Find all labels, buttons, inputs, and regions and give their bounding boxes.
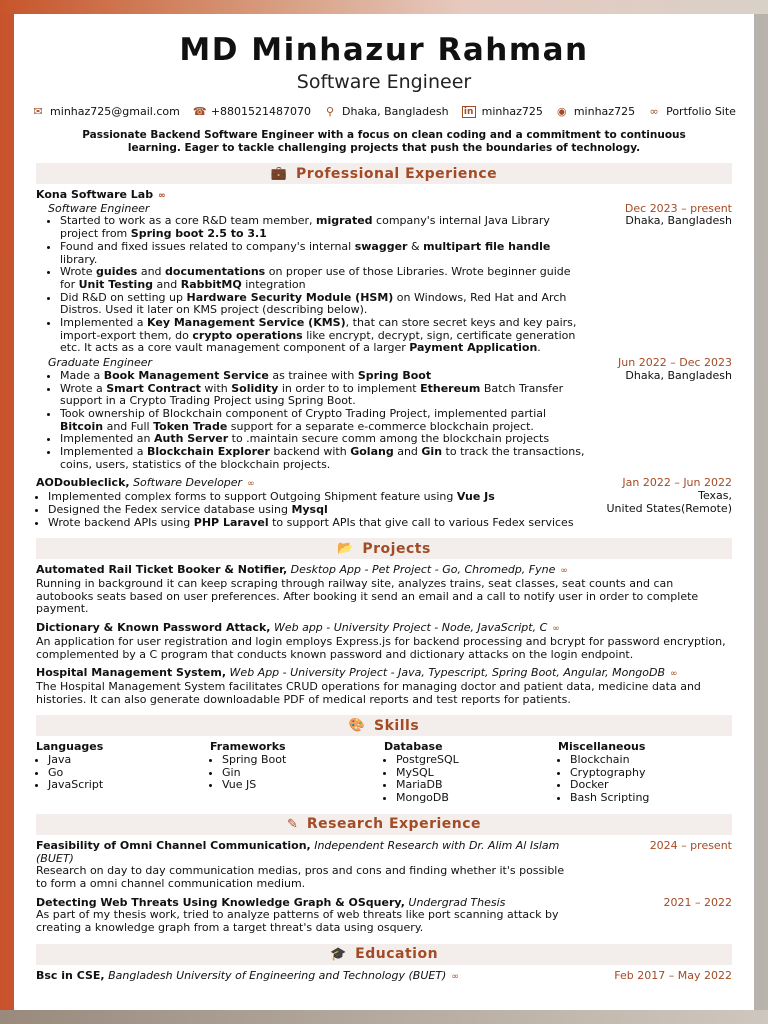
job-role-row xyxy=(48,203,732,355)
research-meta: Undergrad Thesis xyxy=(408,895,506,909)
job-meta xyxy=(606,477,732,529)
research-meta: Independent Research with Dr. Alim Al Islam (BUET) xyxy=(36,838,560,865)
skill-heading: Database xyxy=(384,740,443,754)
job-bullets xyxy=(48,215,588,355)
bullet-item: • Found and fixed issues related to company's internal swagger & multipart file handle library. xyxy=(60,241,588,266)
section-experience xyxy=(36,163,732,184)
summary: Passionate Backend Software Engineer with a focus on clean coding and a commitment to continuous learning. Eager to tackle challenging projects that push the boundaries of technology. xyxy=(82,129,686,154)
job-bullets xyxy=(36,491,576,529)
skill-list xyxy=(36,754,210,792)
project-name: Hospital Management System, xyxy=(36,666,227,680)
project-name: Dictionary & Known Password Attack, xyxy=(36,621,271,635)
research-name: Feasibility of Omni Channel Communication, xyxy=(36,838,311,852)
project-title-line xyxy=(36,667,732,681)
research-list xyxy=(36,840,732,935)
job-location: Texas, xyxy=(698,489,732,503)
skill-column xyxy=(210,741,384,805)
skill-list xyxy=(384,754,558,805)
research-date: 2024 – present xyxy=(649,838,732,852)
section-title: Professional Experience xyxy=(296,165,498,182)
skill-list xyxy=(210,754,384,792)
project-meta: Desktop App - Pet Project - Go, Chromedp, Fyne xyxy=(290,563,556,577)
job-role-body xyxy=(48,203,588,355)
project-item xyxy=(36,667,732,706)
project-desc: Running in background it can keep scraping through railway site, analyzes trains, seat classes, seat counts and can autobooks seats based on user preferences. After booking it send an email and a call to notify user in order to complete payment. xyxy=(36,576,699,616)
company-name: Kona Software Lab ∞ xyxy=(36,188,166,201)
contact-bar xyxy=(33,105,736,118)
contact-text: minhaz725 xyxy=(481,105,543,118)
research-item xyxy=(36,840,732,891)
research-body xyxy=(36,840,576,891)
section-research xyxy=(36,814,732,835)
project-desc: The Hospital Management System facilitates CRUD operations for managing doctor and patient data, medicine data and histories. It can also generate downloadable PDF of medical reports and test reports for patients. xyxy=(36,679,701,706)
skill-item: • PostgreSQL xyxy=(396,754,558,767)
bullet-item: • Took ownership of Blockchain component of Crypto Trading Project, implemented partial Bitcoin and Full Token Trade support for a separate e-commerce blockchain project. xyxy=(60,408,588,433)
contact-item[interactable] xyxy=(462,105,543,118)
job-date: Dec 2023 – present xyxy=(624,201,732,215)
research-title-line xyxy=(36,840,576,865)
section-title: Education xyxy=(355,946,439,963)
graduation-cap-icon: 🎓 xyxy=(329,946,347,962)
job-location: Dhaka, Bangladesh xyxy=(625,368,732,382)
skill-heading: Languages xyxy=(36,740,104,754)
skill-item: • JavaScript xyxy=(48,779,210,792)
skill-column xyxy=(384,741,558,805)
bullet-item: • Designed the Fedex service database using Mysql xyxy=(48,504,576,517)
contact-item[interactable] xyxy=(556,105,635,118)
contact-item[interactable] xyxy=(193,105,311,118)
skill-item: • Bash Scripting xyxy=(570,792,732,805)
bullet-item: • Made a Book Management Service as trainee with Spring Boot xyxy=(60,370,588,383)
education-entry xyxy=(36,970,732,984)
experience-aod xyxy=(36,477,732,529)
section-projects xyxy=(36,538,732,559)
section-title: Projects xyxy=(362,540,431,557)
skill-heading: Miscellaneous xyxy=(558,740,646,754)
contact-text: Portfolio Site xyxy=(666,105,736,118)
job-meta xyxy=(625,203,732,355)
bullet-item: • Wrote guides and documentations on proper use of those Libraries. Wrote beginner guide for Unit Testing and RabbitMQ integration xyxy=(60,266,588,291)
contact-text: Dhaka, Bangladesh xyxy=(342,105,449,118)
link-icon[interactable]: ∞ xyxy=(158,191,166,201)
project-item xyxy=(36,564,732,616)
skill-item: • MongoDB xyxy=(396,792,558,805)
research-desc: Research on day to day communication medias, pros and cons and finding whether it's possible to form a omni channel communication medium. xyxy=(36,864,565,890)
skills-grid xyxy=(36,741,732,805)
bullet-item: • Wrote a Smart Contract with Solidity in order to to implement Ethereum Batch Transfer support in a Crypto Trading Project using Spring Boot. xyxy=(60,383,588,408)
job-role-body xyxy=(36,477,576,529)
company-line: AODoubleclick, Software Developer ∞ xyxy=(36,476,255,490)
education-date: Feb 2017 – May 2022 xyxy=(614,968,732,982)
job-bullets xyxy=(48,370,588,472)
section-title: Research Experience xyxy=(306,816,482,833)
skill-item: • Java xyxy=(48,754,210,767)
skill-item: • Go xyxy=(48,767,210,780)
bullet-item: • Started to work as a core R&D team member, migrated company's internal Java Library project from Spring boot 2.5 to 3.1 xyxy=(60,215,588,240)
job-location: Dhaka, Bangladesh xyxy=(625,214,732,228)
skill-item: • Cryptography xyxy=(570,767,732,780)
bullet-item: • Wrote backend APIs using PHP Laravel to support APIs that give call to various Fedex services xyxy=(48,517,576,530)
github-icon: ◉ xyxy=(557,105,567,118)
briefcase-icon: 💼 xyxy=(270,166,288,181)
link-icon[interactable]: ∞ xyxy=(451,971,459,982)
contact-item[interactable] xyxy=(32,105,180,118)
palette-icon: 🎨 xyxy=(348,718,366,734)
candidate-name: MD Minhazur Rahman xyxy=(179,32,589,68)
section-title: Skills xyxy=(374,717,420,734)
research-name: Detecting Web Threats Using Knowledge Graph & OSquery, xyxy=(36,895,405,909)
section-education xyxy=(36,944,732,965)
background-bottom xyxy=(0,1010,768,1024)
email-icon: ✉ xyxy=(33,105,43,118)
phone-icon: ☎ xyxy=(192,105,207,118)
skill-item: • Docker xyxy=(570,779,732,792)
linkedin-icon: in xyxy=(462,106,476,118)
education-line: Bsc in CSE, Bangladesh University of Engineering and Technology (BUET) ∞ xyxy=(36,968,459,982)
contact-text: minhaz725@gmail.com xyxy=(50,105,180,118)
job-role-row xyxy=(48,357,732,471)
link-icon[interactable]: ∞ xyxy=(552,624,560,635)
link-icon[interactable]: ∞ xyxy=(670,669,678,680)
projects-list xyxy=(36,564,732,706)
project-title-line xyxy=(36,622,732,636)
skill-item: • Blockchain xyxy=(570,754,732,767)
skill-item: • Spring Boot xyxy=(222,754,384,767)
candidate-role: Software Engineer xyxy=(296,71,472,93)
location-icon: ⚲ xyxy=(325,105,335,118)
project-name: Automated Rail Ticket Booker & Notifier, xyxy=(36,563,288,577)
skill-item: • Vue JS xyxy=(222,779,384,792)
section-skills xyxy=(36,715,732,736)
project-meta: Web App - University Project - Java, Typescript, Spring Boot, Angular, MongoDB xyxy=(229,666,666,680)
skill-list xyxy=(558,754,732,805)
bullet-item: • Implemented a Key Management Service (KMS), that can store secret keys and key pairs, import-export them, do crypto operations like encrypt, decrypt, sign, certificate generation etc. It acts as a core vault management component of a larger Payment Application. xyxy=(60,317,588,355)
research-body xyxy=(36,897,576,935)
pen-icon: ✎ xyxy=(286,816,298,832)
skill-column xyxy=(36,741,210,805)
research-item xyxy=(36,897,732,935)
skill-column xyxy=(558,741,732,805)
project-desc: An application for user registration and login employs Express.js for backend processing and bcrypt for password encryption, complemented by a C program that conducts known password and dictionary attacks on the login endpoint. xyxy=(36,634,726,661)
job-title: Graduate Engineer xyxy=(48,356,153,370)
link-icon: ∞ xyxy=(649,105,659,118)
skill-heading: Frameworks xyxy=(210,740,286,754)
contact-item[interactable] xyxy=(648,105,736,118)
skill-item: • MySQL xyxy=(396,767,558,780)
resume-page xyxy=(14,14,754,1010)
job-title: Software Engineer xyxy=(48,201,150,215)
project-meta: Web app - University Project - Node, JavaScript, C xyxy=(273,621,548,635)
bullet-item: • Implemented an Auth Server to .maintain secure comm among the blockchain projects xyxy=(60,433,588,446)
research-date: 2021 – 2022 xyxy=(663,895,732,909)
contact-item[interactable] xyxy=(324,105,449,118)
research-desc: As part of my thesis work, tried to analyze patterns of web threats like port scanning attack by creating a knowledge graph from a target threat's data using osquery. xyxy=(36,908,559,935)
project-item xyxy=(36,622,732,661)
job-role-body xyxy=(48,357,588,471)
bullet-item: • Did R&D on setting up Hardware Security Module (HSM) on Windows, Red Hat and Arch Distros. Used it later on KMS project (describing below). xyxy=(60,292,588,317)
skill-item: • Gin xyxy=(222,767,384,780)
skill-item: • MariaDB xyxy=(396,779,558,792)
job-date: Jun 2022 – Dec 2023 xyxy=(618,356,732,370)
background-top xyxy=(0,0,768,14)
contact-text: minhaz725 xyxy=(573,105,636,118)
bullet-item: • Implemented a Blockchain Explorer backend with Golang and Gin to track the transactions, coins, users, statistics of the blockchain projects. xyxy=(60,446,588,471)
job-meta xyxy=(618,357,732,471)
contact-text: +8801521487070 xyxy=(210,105,312,118)
job-location: United States(Remote) xyxy=(606,501,732,515)
link-icon[interactable]: ∞ xyxy=(560,566,568,577)
experience-kona xyxy=(36,189,732,471)
project-title-line xyxy=(36,564,732,578)
folder-icon: 📂 xyxy=(337,541,354,557)
link-icon[interactable]: ∞ xyxy=(247,479,255,490)
job-date: Jan 2022 – Jun 2022 xyxy=(622,476,732,490)
bullet-item: • Implemented complex forms to support Outgoing Shipment feature using Vue Js xyxy=(48,491,576,504)
